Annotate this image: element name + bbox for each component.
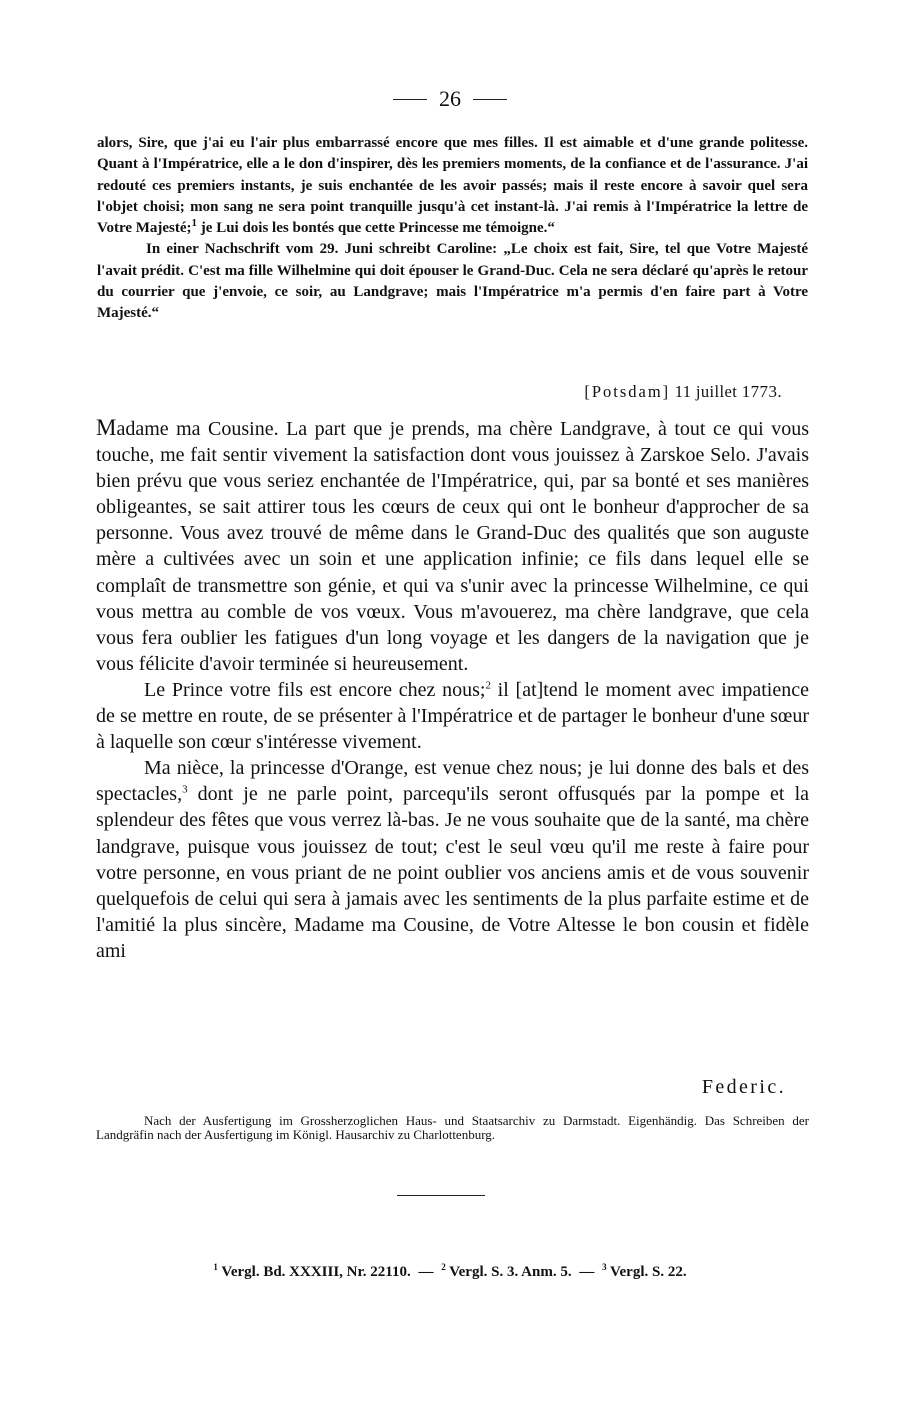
dateline [584, 382, 782, 402]
footnote-3 [602, 1264, 687, 1280]
page-header [0, 86, 900, 112]
footnotes [0, 1264, 900, 1281]
footnote-ref-3[interactable]: 3 [182, 783, 188, 796]
letter-initial: M [96, 415, 117, 440]
footnote-2-text: Vergl. S. 3. Anm. 5. [445, 1264, 572, 1280]
footnote-3-mark: 3 [602, 1262, 607, 1272]
footnote-ref-1[interactable]: 1 [191, 217, 198, 230]
footnote-2-mark: 2 [441, 1262, 446, 1272]
footnote-separator-2: — [579, 1264, 595, 1280]
letter-paragraph-1 [96, 415, 809, 677]
header-dash-right [473, 99, 507, 100]
dateline-date: 11 juillet [674, 382, 738, 401]
intro-paragraph-1-tail: je Lui dois les bontés que cette Princesse me témoigne.“ [197, 220, 555, 237]
letter-paragraph-3 [96, 755, 809, 964]
source-note-text: Nach der Ausfertigung im Grossherzoglichen Haus- und Staatsarchiv zu Darmstadt. Eigenhändig. Das Schreiben der Landgräfin nach der Ausfertigung im Königl. Hausarchiv zu Charlottenburg. [96, 1113, 809, 1142]
letter-paragraph-2-text-b: il [at]tend le moment avec impatience de se mettre en route, de se présenter à l'Impératrice et de partager le bonheur d'une sœur à laquelle son cœur s'intéresse vivement. [96, 678, 809, 754]
footnote-1 [213, 1264, 410, 1280]
letter-paragraph-1-text: adame ma Cousine. La part que je prends, ma chère Landgrave, à tout ce qui vous touche, me fait sentir vivement la satisfaction dont vous jouissez à Zarskoe Selo. J'avais bien prévu que vous seriez enchantée de l'Impératrice, qui, par sa bonté et ses manières obligeantes, se sait attirer tous les cœurs de ceux qui ont le bonheur d'approcher de sa personne. Vous avez trouvé de même dans le Grand-Duc des qualités que son auguste mère a cultivées avec un soin et une application infinie; ce fils dans lequel elle se complaît de transmettre son génie, et qui va s'unir avec la princesse Wilhelmine, ce qui vous mettra au comble de vos vœux. Vous m'avouerez, ma chère landgrave, que cela vous fera oublier les fatigues d'un long voyage et les dangers de la navigation que je vous félicite d'avoir terminée si heureusement. [96, 418, 809, 675]
letter-paragraph-3-text-a: Ma nièce, la princesse d'Orange, est venue chez nous; je lui donne des bals et des spectacles, [96, 757, 809, 806]
footnote-2 [441, 1264, 571, 1280]
footnote-ref-2[interactable]: 2 [485, 679, 491, 692]
footnote-separator-1: — [418, 1264, 434, 1280]
footnote-1-mark: 1 [213, 1262, 218, 1272]
intro-paragraph-1 [97, 133, 808, 239]
footnote-3-text: Vergl. S. 22. [606, 1264, 687, 1280]
separator-rule [397, 1195, 485, 1196]
signature: Federic. [701, 1076, 786, 1098]
intro-paragraph-1-text: alors, Sire, que j'ai eu l'air plus embarrassé encore que mes filles. Il est aimable et d'une grande politesse. Quant à l'Impératrice, elle a le don d'inspirer, dès les premiers moments, de la confiance et de l'assurance. J'ai redouté ces premiers instants, je suis enchantée de les avoir passés; mais il reste encore à savoir quel sera l'objet choisi; mon sang ne sera point tranquille jusqu'à cet instant-là. J'ai remis à l'Impératrice la lettre de Votre Majesté; [97, 135, 808, 237]
footnote-1-text: Vergl. Bd. XXXIII, Nr. 22110. [217, 1264, 411, 1280]
letter-paragraph-2 [96, 677, 809, 755]
letter-paragraph-3-text-b: dont je ne parle point, parcequ'ils seront offusqués par la pompe et la splendeur des fêtes que vous verrez là-bas. Je ne vous souhaite que de la santé, ma chère landgrave, puisque vous jouissez de tout; c'est le seul vœu qu'il me reste à faire pour votre personne, en vous priant de ne point oublier vos anciens amis et de vous souvenir quelquefois de celui qui sera à jamais avec les sentiments de la plus parfaite estime et de l'amitié la plus sincère, Madame ma Cousine, de Votre Altesse le bon cousin et fidèle ami [96, 783, 809, 962]
intro-paragraph-2: In einer Nachschrift vom 29. Juni schreibt Caroline: „Le choix est fait, Sire, tel que Votre Majesté l'avait prédit. C'est ma fille Wilhelmine qui doit épouser le Grand-Duc. Cela ne sera déclaré qu'après le retour du courrier que j'envoie, ce soir, au Landgrave; mais l'Impératrice m'a permis d'en faire part à Votre Majesté.“ [97, 241, 808, 322]
header-dash-left [393, 99, 427, 100]
dateline-year: 1773. [741, 382, 782, 401]
letter-body [96, 415, 809, 964]
page-number: 26 [439, 86, 461, 111]
letter-paragraph-2-text-a: Le Prince votre fils est encore chez nous; [144, 678, 486, 701]
intro-block [97, 133, 808, 325]
source-note [96, 1114, 809, 1142]
dateline-place: [Potsdam] [584, 382, 671, 401]
